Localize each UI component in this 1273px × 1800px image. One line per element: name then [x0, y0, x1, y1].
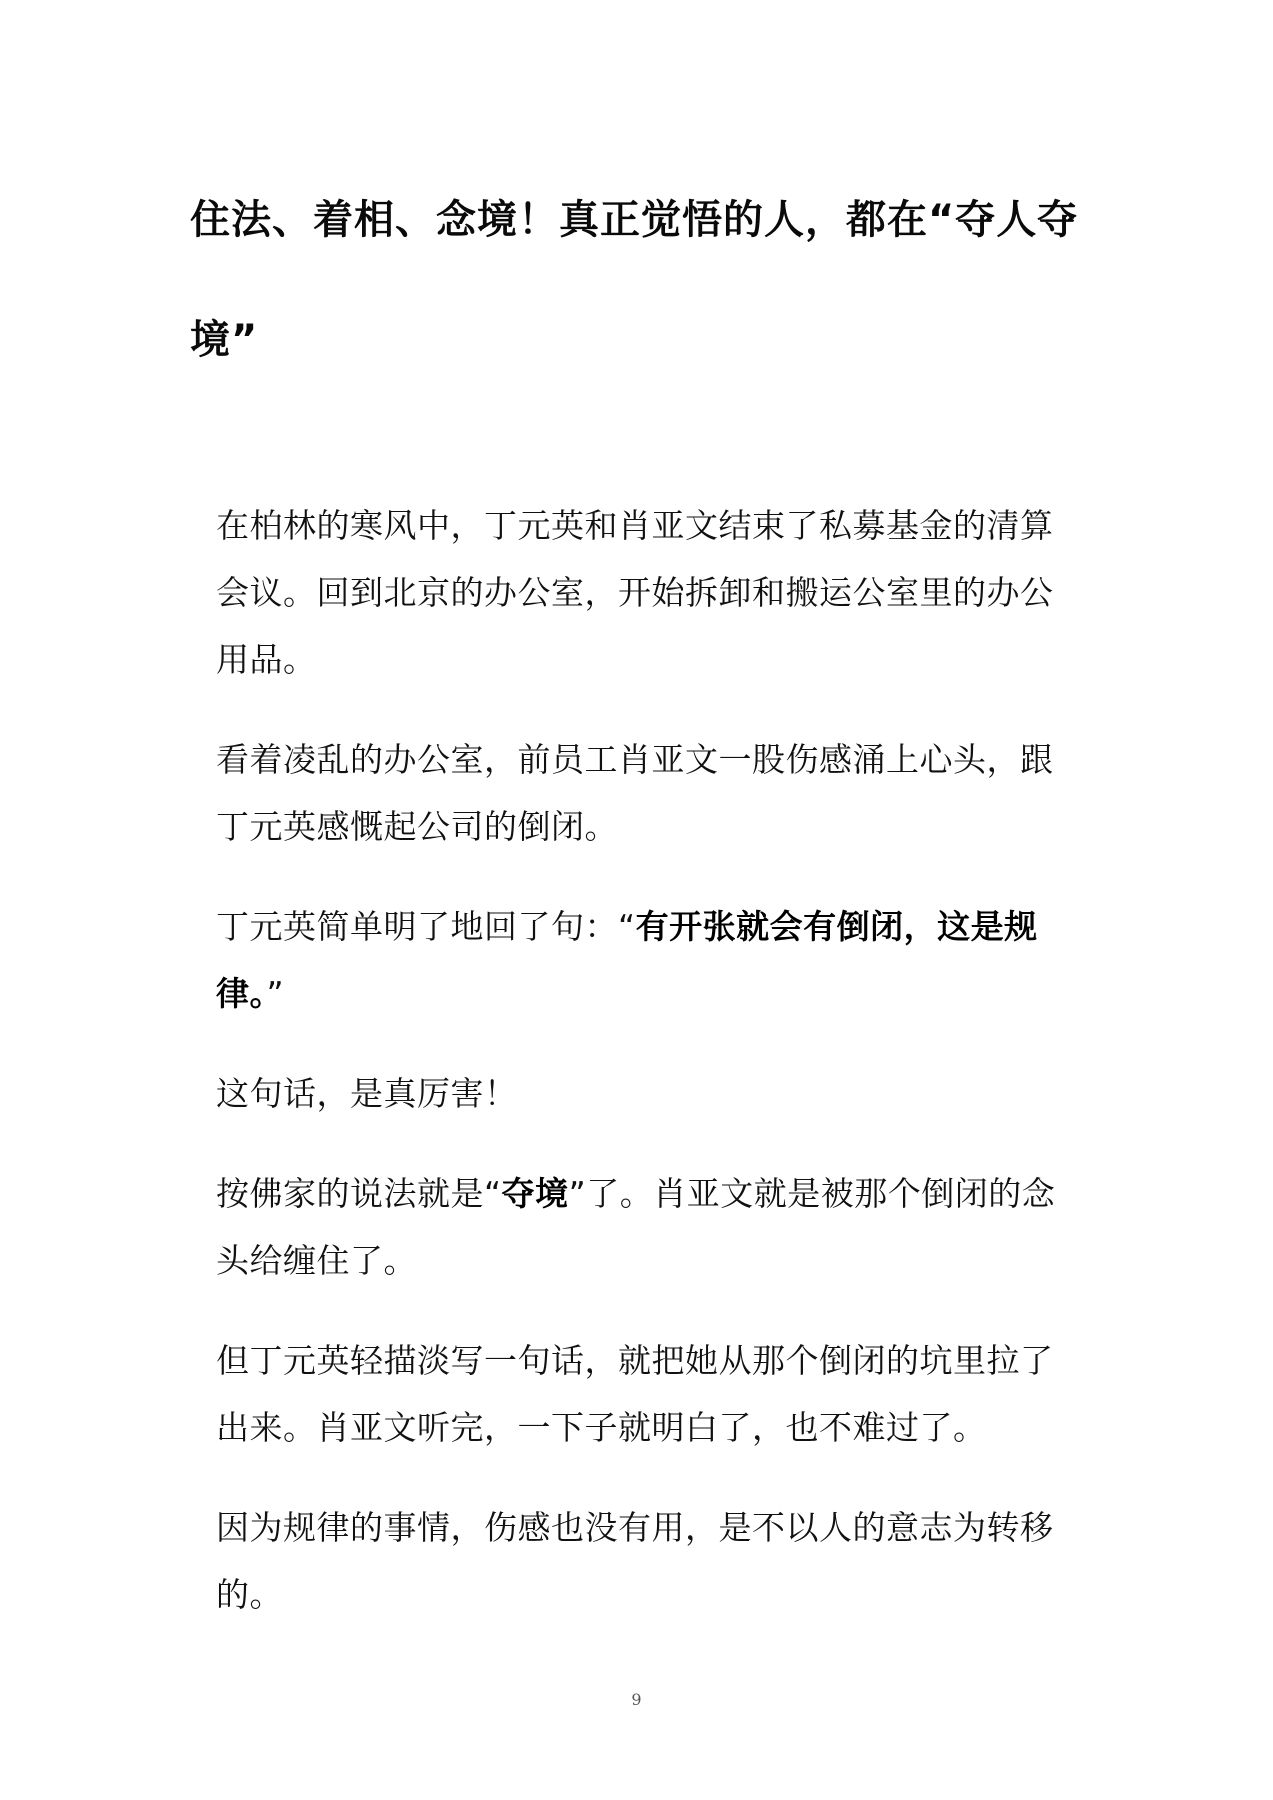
paragraph-4 [216, 1060, 1076, 1127]
paragraph-text: 在柏林的寒风中，丁元英和肖亚文结束了私募基金的清算会议。回到北京的办公室，开始拆卸和搬运公室里的办公用品。 [216, 506, 1054, 679]
paragraph-1 [216, 492, 1076, 693]
emphasized-term: 夺境 [501, 1174, 569, 1213]
paragraph-text: ”了。肖亚文就是被那个倒闭的念头给缠住了。 [216, 1174, 1056, 1280]
emphasized-quote: 有开张就会有倒闭，这是规律。 [216, 907, 1038, 1013]
paragraph-7 [216, 1494, 1076, 1628]
paragraph-2 [216, 726, 1076, 860]
paragraph-6 [216, 1327, 1076, 1461]
paragraph-text: 这句话，是真厉害！ [216, 1074, 518, 1113]
paragraph-text: 但丁元英轻描淡写一句话，就把她从那个倒闭的坑里拉了出来。肖亚文听完，一下子就明白了，也不难过了。 [216, 1341, 1054, 1447]
article-title: 住法、着相、念境！真正觉悟的人，都在“夺人夺境” [190, 197, 1079, 363]
paragraph-text: 丁元英简单明了地回了句：“ [216, 907, 636, 946]
paragraph-3 [216, 893, 1076, 1027]
article-body [216, 492, 1076, 1661]
paragraph-text: 看着凌乱的办公室，前员工肖亚文一股伤感涌上心头，跟丁元英感慨起公司的倒闭。 [216, 740, 1054, 846]
paragraph-text: ” [266, 974, 285, 1013]
paragraph-text: 按佛家的说法就是“ [216, 1174, 502, 1213]
page-number: 9 [631, 1690, 642, 1709]
paragraph-5 [216, 1160, 1076, 1294]
paragraph-text: 因为规律的事情，伤感也没有用，是不以人的意志为转移的。 [216, 1508, 1054, 1614]
